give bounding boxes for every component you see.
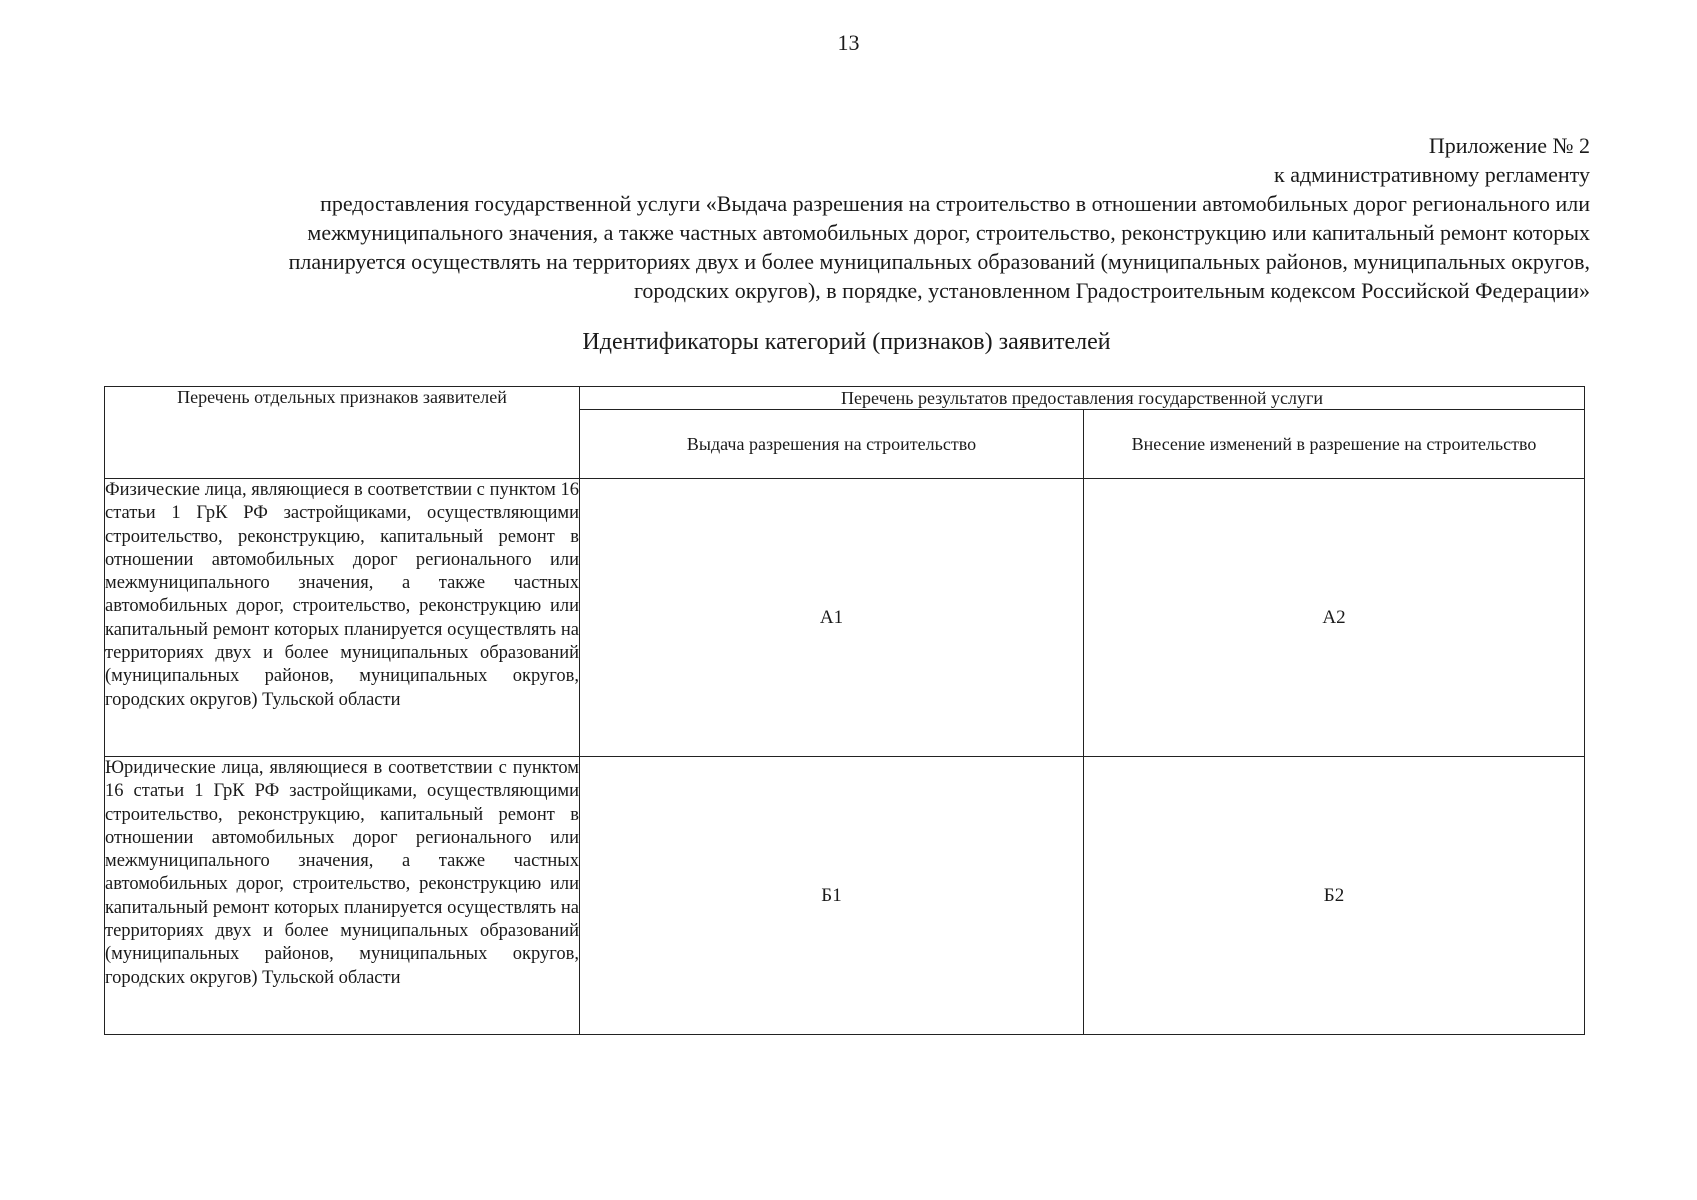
page-number: 13 xyxy=(837,30,860,55)
document-title-text: Идентификаторы категорий (признаков) заявителей xyxy=(582,329,1111,355)
applicant-sign-cell: Юридические лица, являющиеся в соответствии с пунктом 16 статьи 1 ГрК РФ застройщиками, осуществляющими строительство, реконструкцию, капитальный ремонт в отношении автомобильных дорог регионального или межмуниципального значения, а также частных автомобильных дорог, строительство, реконструкцию или капитальный ремонт которых планируется осуществлять на территориях двух и более муниципальных образований (муниципальных районов, муниципальных округов, городских округов) Тульской области xyxy=(105,757,580,1035)
header-issue-permit: Выдача разрешения на строительство xyxy=(580,410,1084,479)
table-row xyxy=(105,479,1585,757)
issue-code-cell: Б1 xyxy=(580,757,1084,1035)
applicant-sign-cell: Физические лица, являющиеся в соответствии с пунктом 16 статьи 1 ГрК РФ застройщиками, осуществляющими строительство, реконструкцию, капитальный ремонт в отношении автомобильных дорог регионального или межмуниципального значения, а также частных автомобильных дорог, строительство, реконструкцию или капитальный ремонт которых планируется осуществлять на территориях двух и более муниципальных образований (муниципальных районов, муниципальных округов, городских округов) Тульской области xyxy=(105,479,580,757)
appendix-regulation-ref: к административному регламенту xyxy=(1274,162,1590,187)
appendix-service-line-2: межмуниципального значения, а также частных автомобильных дорог, строительство, реконструкцию или капитальный ремонт которых xyxy=(307,220,1590,245)
issue-code-cell: А1 xyxy=(580,479,1084,757)
table-header-row xyxy=(105,387,1585,410)
amend-code-cell: А2 xyxy=(1084,479,1585,757)
appendix-service-line-3: планируется осуществлять на территориях двух и более муниципальных образований (муниципальных районов, муниципальных округов, xyxy=(288,249,1590,274)
appendix-number: Приложение № 2 xyxy=(1428,133,1590,158)
applicant-identifiers-table xyxy=(104,386,1585,1035)
amend-code-cell: Б2 xyxy=(1084,757,1585,1035)
header-amend-permit: Внесение изменений в разрешение на строительство xyxy=(1084,410,1585,479)
header-applicant-signs: Перечень отдельных признаков заявителей xyxy=(105,387,580,479)
appendix-header xyxy=(120,131,1590,305)
appendix-service-line-1: предоставления государственной услуги «Выдача разрешения на строительство в отношении автомобильных дорог регионального или xyxy=(320,191,1590,216)
document-title xyxy=(0,329,1697,356)
table-row xyxy=(105,757,1585,1035)
appendix-service-line-4: городских округов), в порядке, установленном Градостроительным кодексом Российской Федерации» xyxy=(633,278,1590,303)
header-service-results: Перечень результатов предоставления государственной услуги xyxy=(580,387,1585,410)
